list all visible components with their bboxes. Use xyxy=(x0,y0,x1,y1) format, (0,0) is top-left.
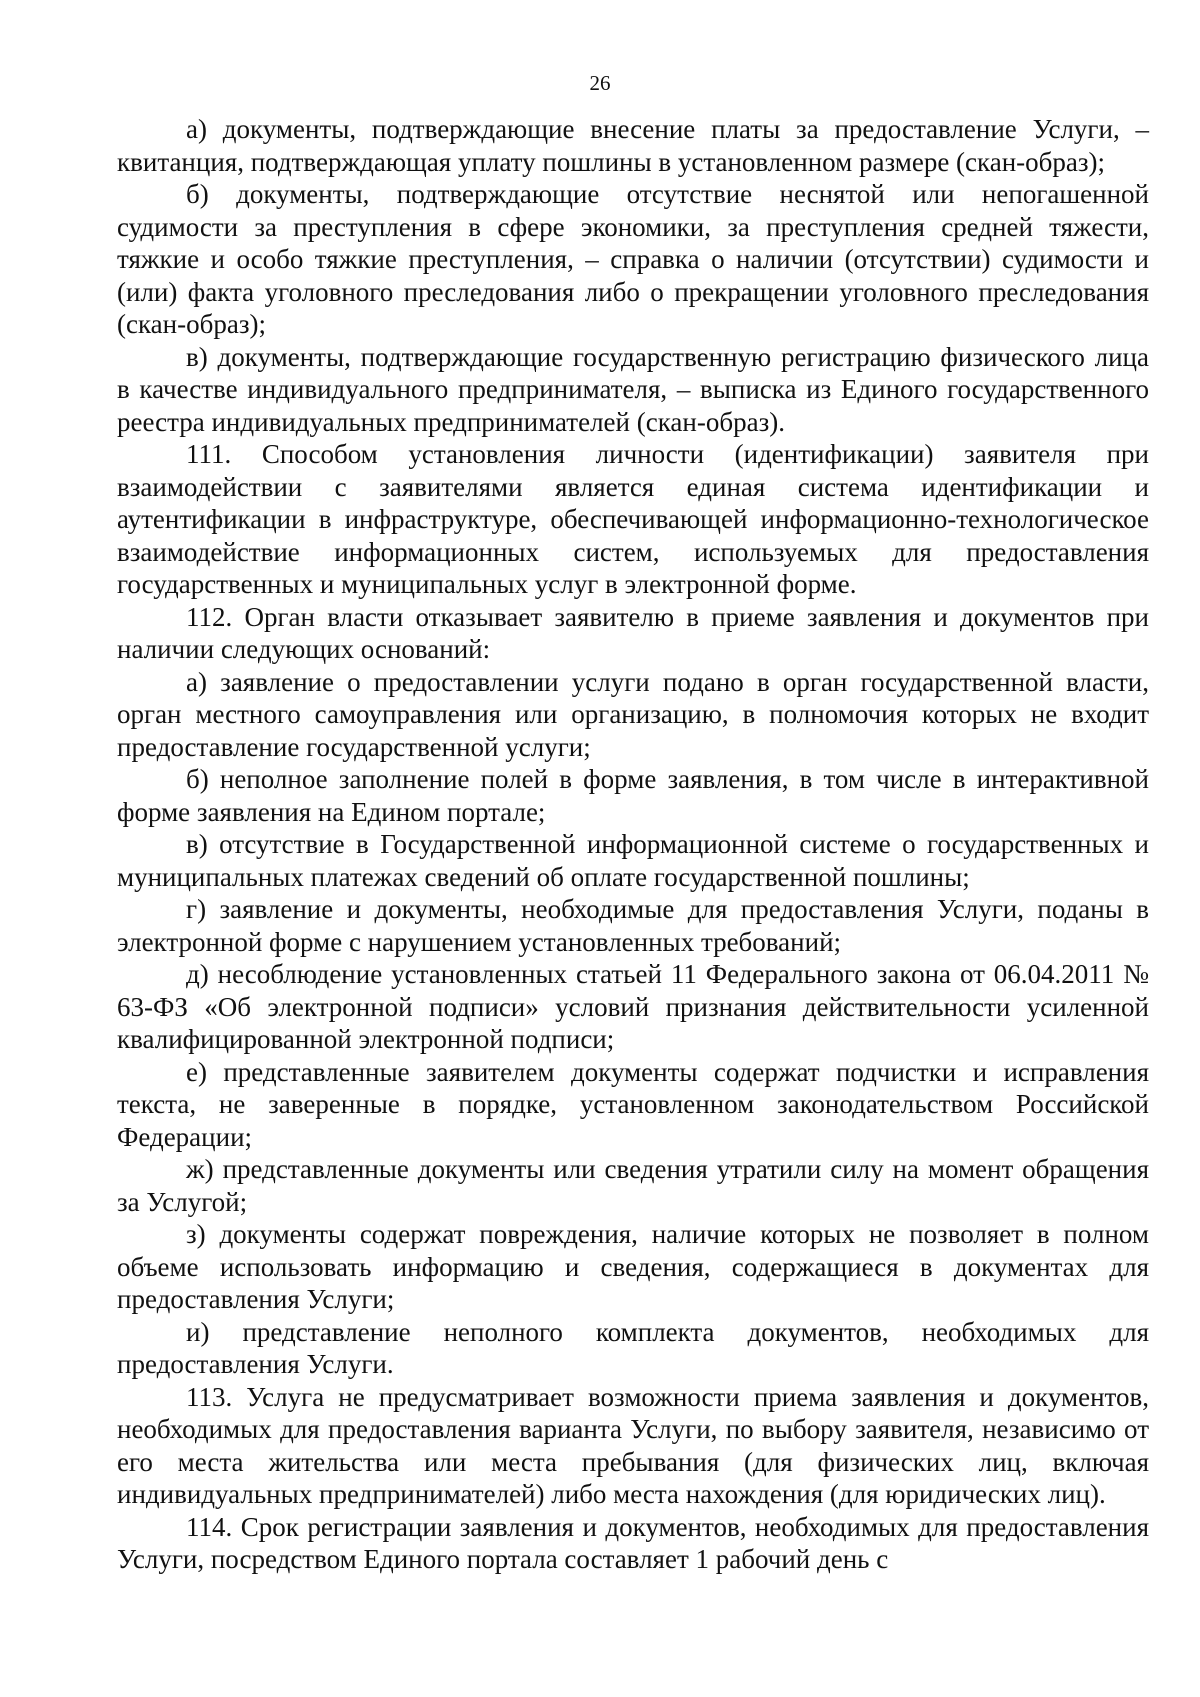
paragraph-112-refusal-grounds: 112. Орган власти отказывает заявителю в приеме заявления и документов при наличии следующих оснований: xyxy=(117,601,1149,664)
paragraph-113-extraterritorial: 113. Услуга не предусматривает возможности приема заявления и документов, необходимых для предоставления варианта Услуги, по выбору заявителя, независимо от его места жительства или места пребывания (для физических лиц, включая индивидуальных предпринимателей) либо места нахождения (для юридических лиц). xyxy=(117,1381,1149,1509)
paragraph-112-g-requirements-violated: г) заявление и документы, необходимые для предоставления Услуги, поданы в электронной форме с нарушением установленных требований; xyxy=(117,894,1149,957)
paragraph-111-identification: 111. Способом установления личности (идентификации) заявителя при взаимодействии с заявителями является единая система идентификации и аутентификации в инфраструктуре, обеспечивающей информационно-технологическое взаимодействие информационных систем, используемых для предоставления государственных и муниципальных услуг в электронной форме. xyxy=(117,439,1149,599)
paragraph-112-v-no-payment-info: в) отсутствие в Государственной информационной системе о государственных и муниципальных платежах сведений об оплате государственной пошлины; xyxy=(117,829,1149,892)
paragraph-112-zh-expired-documents: ж) представленные документы или сведения утратили силу на момент обращения за Услугой; xyxy=(117,1154,1149,1217)
paragraph-112-z-damaged-documents: з) документы содержат повреждения, наличие которых не позволяет в полном объеме использовать информацию и сведения, содержащиеся в документах для предоставления Услуги; xyxy=(117,1219,1149,1314)
paragraph-v-registration-extract: в) документы, подтверждающие государственную регистрацию физического лица в качестве индивидуального предпринимателя, – выписка из Единого государственного реестра индивидуальных предпринимателей (скан-образ). xyxy=(117,341,1149,437)
paragraph-112-b-incomplete-form: б) неполное заполнение полей в форме заявления, в том числе в интерактивной форме заявления на Едином портале; xyxy=(117,764,1149,827)
paragraph-114-registration-term: 114. Срок регистрации заявления и документов, необходимых для предоставления Услуги, посредством Единого портала составляет 1 рабочий день с xyxy=(117,1511,1149,1574)
document-body xyxy=(117,113,1149,1576)
paragraph-112-i-incomplete-set: и) представление неполного комплекта документов, необходимых для предоставления Услуги. xyxy=(117,1316,1149,1379)
paragraph-112-e-corrections: е) представленные заявителем документы содержат подчистки и исправления текста, не заверенные в порядке, установленном законодательством Российской Федерации; xyxy=(117,1056,1149,1152)
page-number: 26 xyxy=(589,71,611,95)
paragraph-112-a-wrong-authority: а) заявление о предоставлении услуги подано в орган государственной власти, орган местного самоуправления или организацию, в полномочия которых не входит предоставление государственной услуги; xyxy=(117,666,1149,762)
paragraph-a-payment-documents: а) документы, подтверждающие внесение платы за предоставление Услуги, – квитанция, подтверждающая уплату пошлины в установленном размере (скан-образ); xyxy=(117,114,1149,177)
paragraph-112-d-signature-conditions: д) несоблюдение установленных статьей 11 Федерального закона от 06.04.2011 № 63-ФЗ «Об электронной подписи» условий признания действительности усиленной квалифицированной электронной подписи; xyxy=(117,959,1149,1054)
paragraph-b-criminal-record-certificate: б) документы, подтверждающие отсутствие неснятой или непогашенной судимости за преступления в сфере экономики, за преступления средней тяжести, тяжкие и особо тяжкие преступления, – справка о наличии (отсутствии) судимости и (или) факта уголовного преследования либо о прекращении уголовного преследования (скан-образ); xyxy=(117,179,1149,339)
